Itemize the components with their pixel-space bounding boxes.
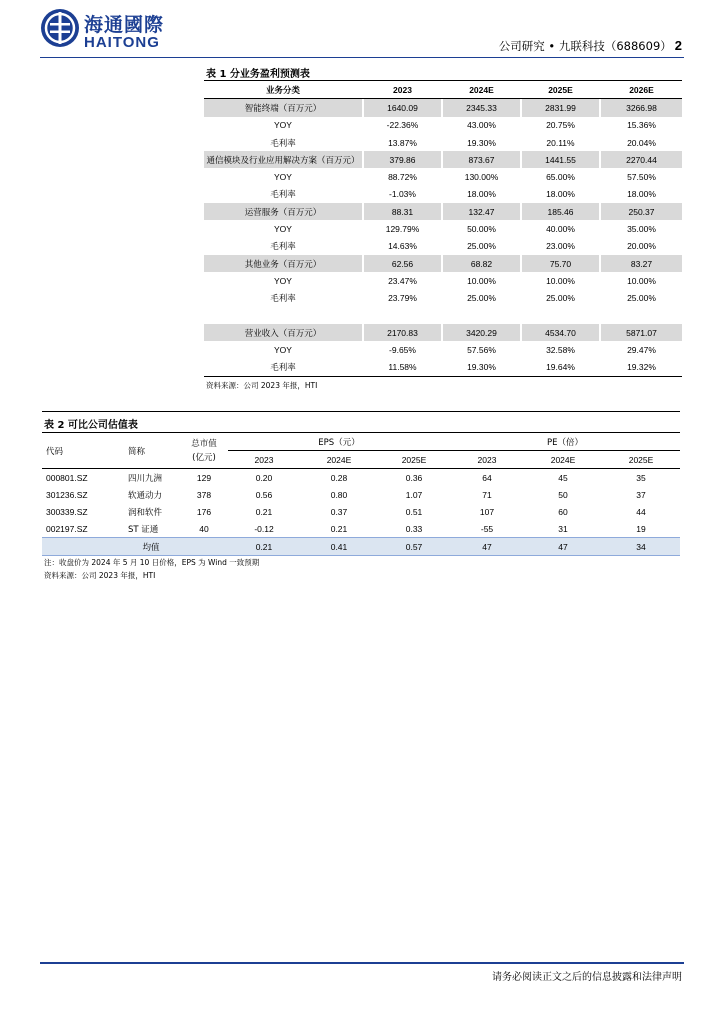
value-cell: 43.00%	[467, 120, 496, 131]
eps-cell: 0.21	[330, 523, 348, 534]
eps-cell: 0.56	[255, 489, 273, 500]
value-cell: 50.00%	[467, 224, 496, 235]
value-cell: 35.00%	[627, 224, 656, 235]
comparable-valuation-table	[42, 433, 680, 556]
value-cell: 25.00%	[546, 293, 575, 304]
table-row	[204, 151, 682, 168]
company-name: 软通动力	[128, 490, 163, 501]
value-cell: 129.79%	[385, 224, 420, 235]
pe-cell: -55	[480, 523, 494, 534]
running-header	[499, 38, 682, 54]
value-cell: 4534.70	[522, 324, 599, 341]
table-row	[204, 168, 682, 185]
page-number: 2	[674, 38, 682, 53]
table-row	[42, 503, 680, 520]
value-cell: 62.56	[364, 255, 441, 272]
value-cell: 10.00%	[546, 275, 575, 286]
pe-cell: 60	[558, 506, 568, 517]
value-cell: 23.79%	[388, 293, 417, 304]
pe-cell: 107	[479, 506, 495, 517]
table-row	[204, 272, 682, 289]
table-row	[204, 307, 682, 324]
table-row	[204, 359, 682, 377]
table2-source: 资料来源：公司 2023 年报，HTI	[44, 571, 156, 580]
table2-top-rule	[42, 411, 680, 412]
value-cell	[364, 307, 441, 324]
row-label: 毛利率	[270, 190, 296, 201]
value-cell: 18.00%	[546, 189, 575, 200]
value-cell: -9.65%	[389, 345, 416, 356]
value-cell: 25.00%	[627, 293, 656, 304]
value-cell: 57.50%	[627, 172, 656, 183]
eps-cell: 0.80	[330, 489, 348, 500]
value-cell: 3266.98	[601, 99, 682, 117]
company-name: 四川九洲	[128, 473, 163, 484]
header-eps-2025e: 2025E	[401, 454, 427, 465]
average-row	[42, 538, 680, 556]
header-segment: 业务分类	[265, 85, 300, 96]
table2-title: 表 2 可比公司估值表	[44, 420, 138, 431]
value-cell: 19.30%	[467, 362, 496, 373]
row-label: YOY	[274, 345, 292, 356]
value-cell: 15.36%	[627, 120, 656, 131]
pe-cell: 19	[636, 523, 646, 534]
value-cell: 83.27	[601, 255, 682, 272]
value-cell: 25.00%	[467, 241, 496, 252]
average-pe-cell: 34	[602, 538, 680, 556]
average-pe-cell: 47	[450, 538, 524, 556]
value-cell: 3420.29	[443, 324, 520, 341]
pe-cell: 37	[636, 489, 646, 500]
average-blank	[42, 538, 122, 556]
value-cell: 88.31	[364, 203, 441, 220]
table1-title: 表 1 分业务盈利预测表	[206, 69, 310, 80]
footer-rule	[40, 962, 684, 964]
value-cell: 20.75%	[546, 120, 575, 131]
table1-header-row	[204, 81, 682, 99]
value-cell: 32.58%	[546, 345, 575, 356]
average-blank	[180, 538, 228, 556]
eps-cell: 0.37	[330, 506, 348, 517]
row-label: YOY	[274, 275, 292, 286]
table-row	[204, 290, 682, 307]
value-cell: 20.11%	[546, 137, 575, 148]
header-year: 2023	[393, 84, 412, 95]
value-cell: 19.64%	[546, 362, 575, 373]
value-cell: 132.47	[443, 203, 520, 220]
running-title: 公司研究 • 九联科技（688609）	[498, 39, 672, 53]
value-cell: 11.58%	[388, 362, 417, 373]
value-cell: -1.03%	[389, 189, 416, 200]
value-cell: 2170.83	[364, 324, 441, 341]
company-name: 润和软件	[128, 507, 163, 518]
row-label: 毛利率	[270, 242, 296, 253]
logo-chinese-text: 海通國際	[84, 14, 165, 36]
market-cap: 40	[199, 523, 209, 534]
value-cell: 379.86	[364, 151, 441, 168]
row-label: YOY	[274, 120, 292, 131]
stock-code: 000801.SZ	[46, 472, 88, 483]
value-cell: 75.70	[522, 255, 599, 272]
value-cell: 2270.44	[601, 151, 682, 168]
pe-cell: 31	[558, 523, 568, 534]
header-market-cap-text: 总市值 (亿元)	[191, 438, 217, 463]
pe-cell: 35	[636, 472, 646, 483]
table2-note: 注：收盘价为 2024 年 5 月 10 日价格，EPS 为 Wind 一致预期	[44, 558, 260, 567]
value-cell: 14.63%	[388, 241, 417, 252]
eps-cell: -0.12	[254, 523, 274, 534]
value-cell: 10.00%	[627, 275, 656, 286]
table-row	[204, 203, 682, 220]
table-row	[204, 255, 682, 272]
value-cell: 20.00%	[627, 241, 656, 252]
row-label: 运营服务（百万元）	[204, 203, 362, 220]
segment-forecast-table	[204, 81, 682, 377]
pe-cell: 71	[482, 489, 492, 500]
header-eps-group: EPS（元）	[228, 433, 450, 451]
company-name: ST 证通	[128, 524, 159, 535]
value-cell: 5871.07	[601, 324, 682, 341]
stock-code: 301236.SZ	[46, 489, 88, 500]
market-cap: 129	[196, 472, 212, 483]
haitong-emblem-icon	[40, 8, 80, 48]
table-row	[42, 469, 680, 487]
value-cell: 25.00%	[467, 293, 496, 304]
eps-cell: 0.51	[405, 506, 423, 517]
table-row	[204, 99, 682, 117]
value-cell: 23.00%	[546, 241, 575, 252]
value-cell: 29.47%	[627, 345, 656, 356]
value-cell: 10.00%	[467, 275, 496, 286]
value-cell	[601, 307, 682, 324]
row-label: 其他业务（百万元）	[204, 255, 362, 272]
header-rule	[40, 57, 684, 58]
eps-cell: 0.20	[255, 472, 273, 483]
eps-cell: 0.28	[330, 472, 348, 483]
row-label: YOY	[274, 224, 292, 235]
average-eps-cell: 0.41	[300, 538, 378, 556]
header-pe-2024e: 2024E	[550, 454, 576, 465]
footer-disclaimer: 请务必阅读正文之后的信息披露和法律声明	[492, 972, 682, 983]
row-label	[204, 307, 362, 324]
haitong-logo	[40, 8, 170, 56]
header-pe-2023: 2023	[477, 454, 497, 465]
table-row	[204, 134, 682, 151]
table-row	[42, 520, 680, 538]
average-eps-cell: 0.21	[228, 538, 300, 556]
header-code: 代码	[46, 446, 64, 457]
value-cell: 19.30%	[467, 137, 496, 148]
pe-cell: 45	[558, 472, 568, 483]
value-cell: 2345.33	[443, 99, 520, 117]
stock-code: 002197.SZ	[46, 523, 88, 534]
value-cell: 250.37	[601, 203, 682, 220]
row-label: 智能终端（百万元）	[204, 99, 362, 117]
average-pe-cell: 47	[524, 538, 602, 556]
value-cell: -22.36%	[386, 120, 419, 131]
pe-cell: 44	[636, 506, 646, 517]
table-row	[204, 220, 682, 237]
value-cell: 68.82	[443, 255, 520, 272]
eps-cell: 0.33	[405, 523, 423, 534]
value-cell: 1441.55	[522, 151, 599, 168]
value-cell: 65.00%	[546, 172, 575, 183]
pe-cell: 50	[558, 489, 568, 500]
header-market-cap	[180, 433, 228, 469]
pe-cell: 64	[482, 472, 492, 483]
value-cell: 19.32%	[627, 362, 656, 373]
row-label: 通信模块及行业应用解决方案（百万元）	[204, 151, 362, 168]
row-label: 毛利率	[270, 294, 296, 305]
row-label: 毛利率	[270, 363, 296, 374]
stock-code: 300339.SZ	[46, 506, 88, 517]
eps-cell: 0.21	[255, 506, 273, 517]
table-row	[204, 341, 682, 358]
header-pe-2025e: 2025E	[628, 454, 654, 465]
average-label: 均值	[122, 538, 180, 556]
header-name: 简称	[128, 446, 146, 457]
value-cell: 57.56%	[467, 345, 496, 356]
value-cell	[522, 307, 599, 324]
value-cell: 18.00%	[627, 189, 656, 200]
value-cell: 88.72%	[388, 172, 417, 183]
table-row	[42, 486, 680, 503]
header-year: 2026E	[629, 84, 654, 95]
header-pe-group: PE（倍）	[450, 433, 680, 451]
row-label: 营业收入（百万元）	[204, 324, 362, 341]
market-cap: 378	[196, 489, 212, 500]
row-label: YOY	[274, 172, 292, 183]
header-eps-2024e: 2024E	[326, 454, 352, 465]
header-year: 2024E	[469, 84, 494, 95]
header-year: 2025E	[548, 84, 573, 95]
eps-cell: 0.36	[405, 472, 423, 483]
table1-source: 资料来源：公司 2023 年报，HTI	[206, 381, 318, 390]
value-cell	[443, 307, 520, 324]
table-row	[204, 238, 682, 255]
table-row	[204, 186, 682, 203]
value-cell: 18.00%	[467, 189, 496, 200]
value-cell: 13.87%	[388, 137, 417, 148]
value-cell: 40.00%	[546, 224, 575, 235]
table-row	[204, 117, 682, 134]
value-cell: 185.46	[522, 203, 599, 220]
logo-english-text: HAITONG	[84, 34, 160, 51]
value-cell: 130.00%	[464, 172, 499, 183]
value-cell: 1640.09	[364, 99, 441, 117]
row-label: 毛利率	[270, 138, 296, 149]
value-cell: 23.47%	[388, 275, 417, 286]
value-cell: 20.04%	[627, 137, 656, 148]
value-cell: 2831.99	[522, 99, 599, 117]
header-eps-2023: 2023	[254, 454, 274, 465]
table-row	[204, 324, 682, 341]
eps-cell: 1.07	[405, 489, 423, 500]
market-cap: 176	[196, 506, 212, 517]
value-cell: 873.67	[443, 151, 520, 168]
average-eps-cell: 0.57	[378, 538, 450, 556]
